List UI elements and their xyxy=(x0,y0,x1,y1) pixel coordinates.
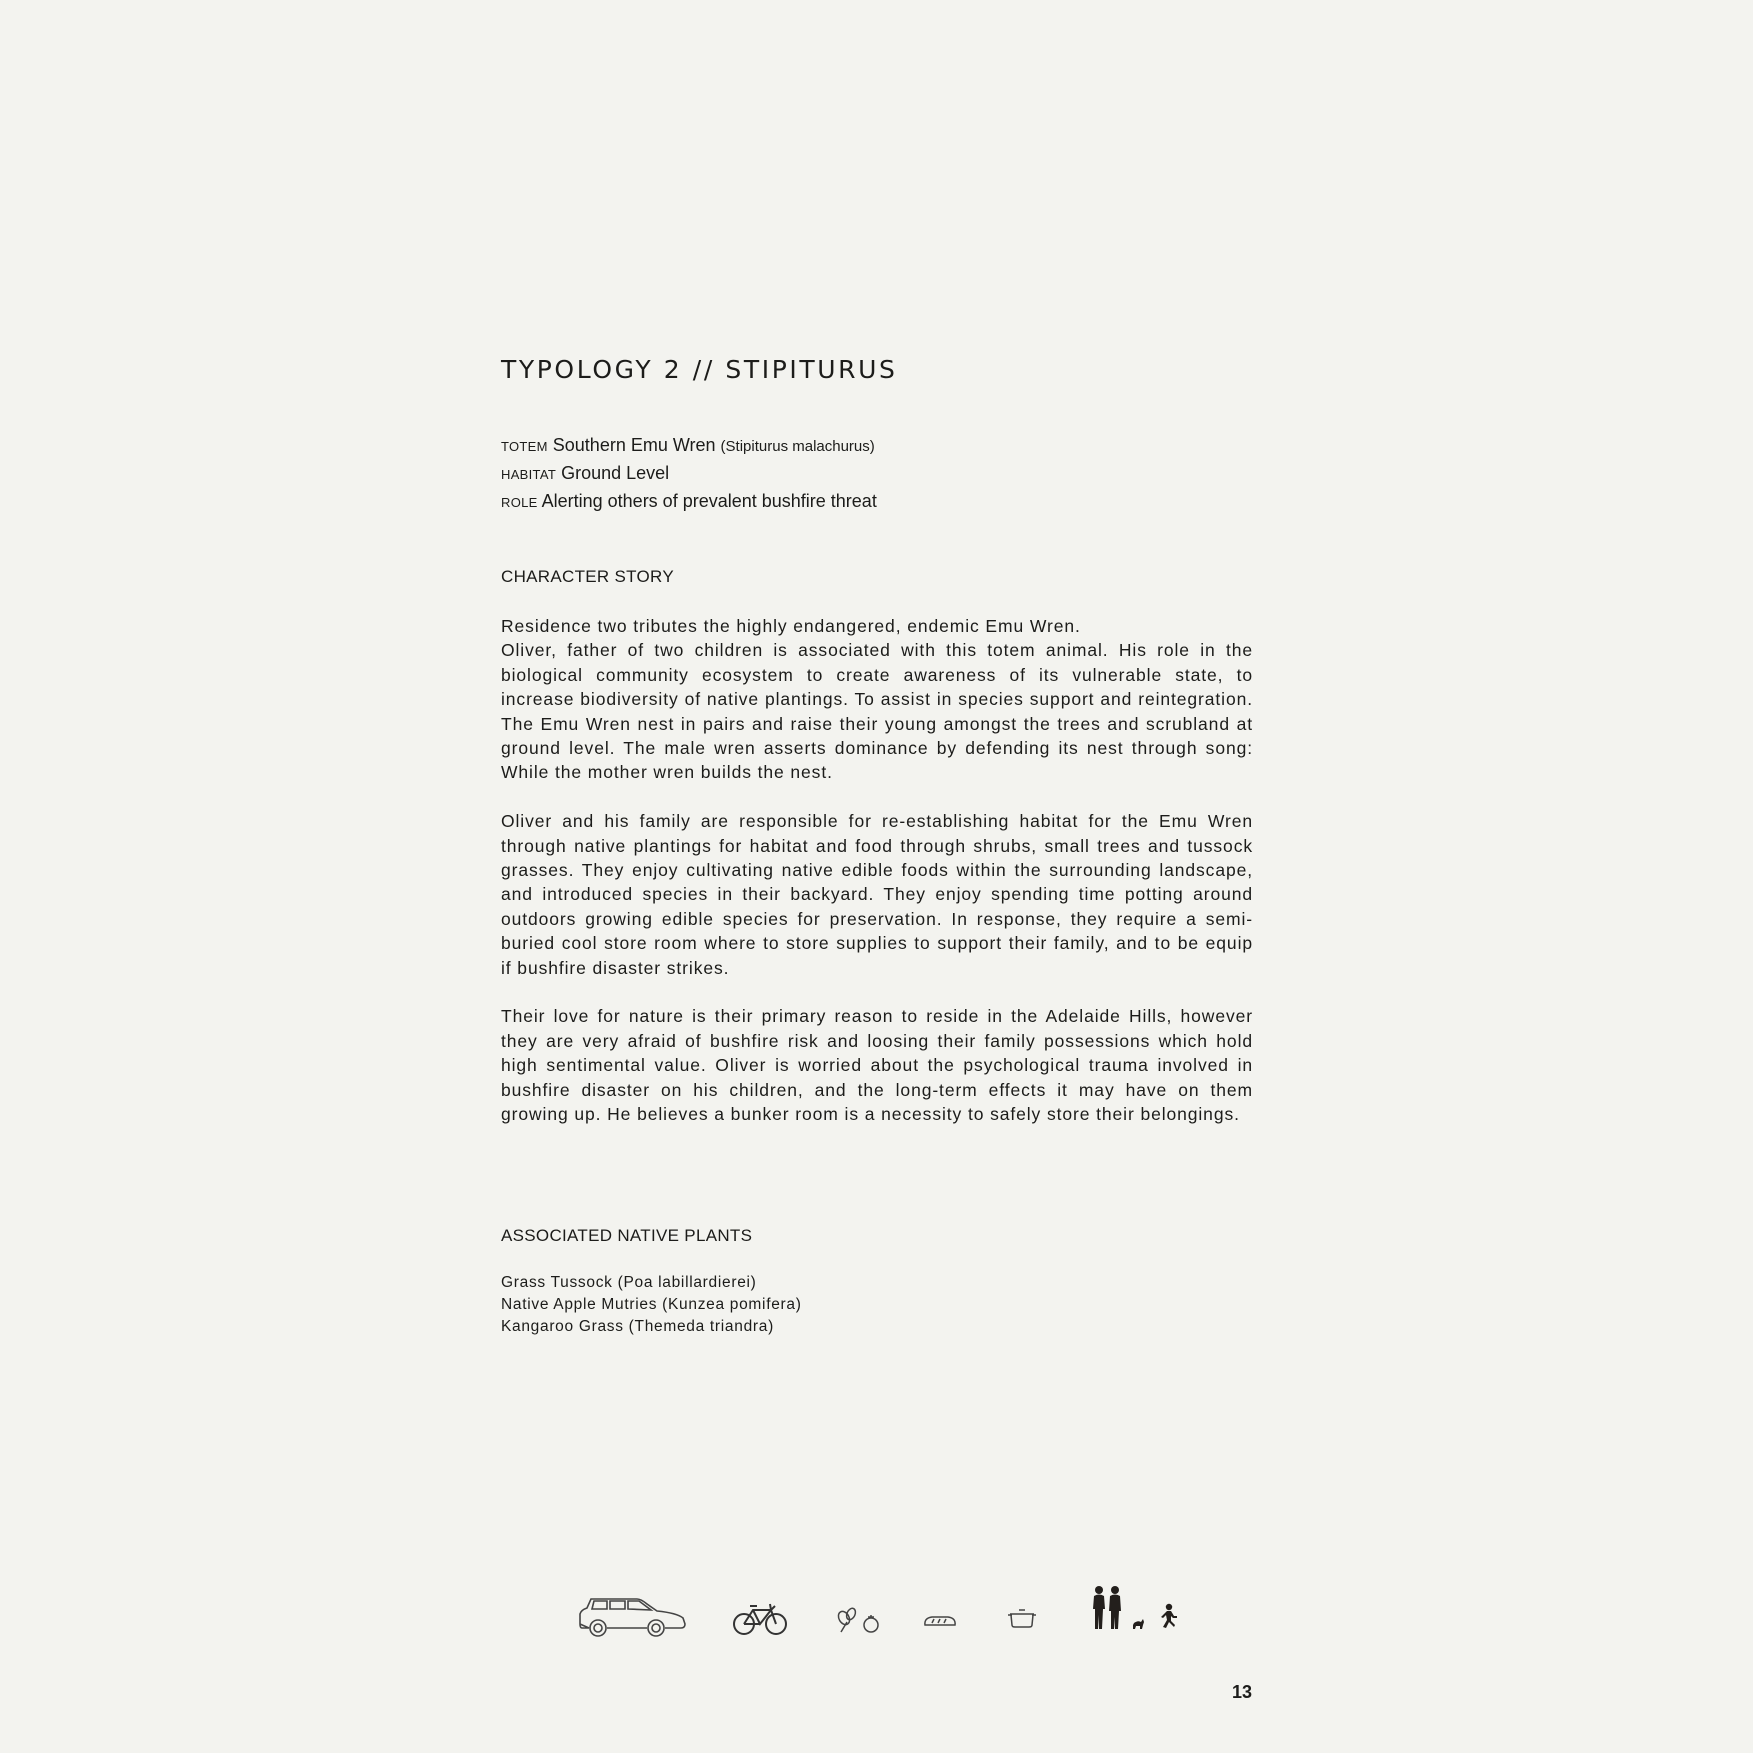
plant-item: Native Apple Mutries (Kunzea pomifera) xyxy=(501,1296,802,1313)
bread-icon xyxy=(922,1614,958,1628)
totem-scientific-name: (Stipiturus malachurus) xyxy=(720,438,875,455)
totem-value: Southern Emu Wren xyxy=(552,435,716,455)
totem-key: TOTEM xyxy=(501,439,548,454)
produce-icon xyxy=(835,1606,881,1636)
car-icon xyxy=(577,1594,687,1638)
story-paragraph-3: Their love for nature is their primary reason to reside in the Adelaide Hills, however they are very afraid of bushfire risk and loosing their family possessions which hold high sentimental value. Oliver is worried about the psychological trauma involved in bushfire disaster on his children, and the long-term effects it may have on them growing up. He believes a bunker room is a necessity to safely store their belongings. xyxy=(501,1006,1253,1125)
page-title: TYPOLOGY 2 // STIPITURUS xyxy=(501,355,898,384)
page-number: 13 xyxy=(1232,1682,1253,1702)
plant-item: Grass Tussock (Poa labillardierei) xyxy=(501,1274,757,1291)
native-plants-list xyxy=(501,1272,802,1338)
habitat-key: HABITAT xyxy=(501,467,557,482)
story-paragraph-2: Oliver and his family are responsible for re-establishing habitat for the Emu Wren through native plantings for habitat and food through shrubs, small trees and tussock grasses. They enjoy cultivating native edible foods within the surrounding landscape, and introduced species in their backyard. They enjoy spending time potting around outdoors growing edible species for preservation. In response, they require a semi-buried cool store room where to store supplies to support their family, and to be equip if bushfire disaster strikes. xyxy=(501,811,1253,978)
habitat-value: Ground Level xyxy=(561,463,670,483)
story-paragraph-1: Oliver, father of two children is associated with this totem animal. His role in the biological community ecosystem to create awareness of its vulnerable state, to increase biodiversity of native plantings. To assist in species support and reintegration. The Emu Wren nest in pairs and raise their young amongst the trees and scrubland at ground level. The male wren asserts dominance by defending its nest through song: While the mother wren builds the nest. xyxy=(501,640,1253,783)
story-intro-line: Residence two tributes the highly endangered, endemic Emu Wren. xyxy=(501,616,1081,636)
native-plants-heading: ASSOCIATED NATIVE PLANTS xyxy=(501,1226,753,1245)
family-icon xyxy=(1090,1585,1180,1631)
pot-icon xyxy=(1005,1607,1039,1629)
habitat-row xyxy=(501,460,877,488)
role-row xyxy=(501,488,877,516)
typology-meta xyxy=(501,432,877,516)
role-key: ROLE xyxy=(501,495,538,510)
character-story-body xyxy=(501,614,1253,1151)
bicycle-icon xyxy=(733,1600,787,1636)
role-value: Alerting others of prevalent bushfire threat xyxy=(541,491,877,511)
plant-item: Kangaroo Grass (Themeda triandra) xyxy=(501,1318,774,1335)
totem-row xyxy=(501,432,877,460)
character-story-heading: CHARACTER STORY xyxy=(501,567,674,586)
